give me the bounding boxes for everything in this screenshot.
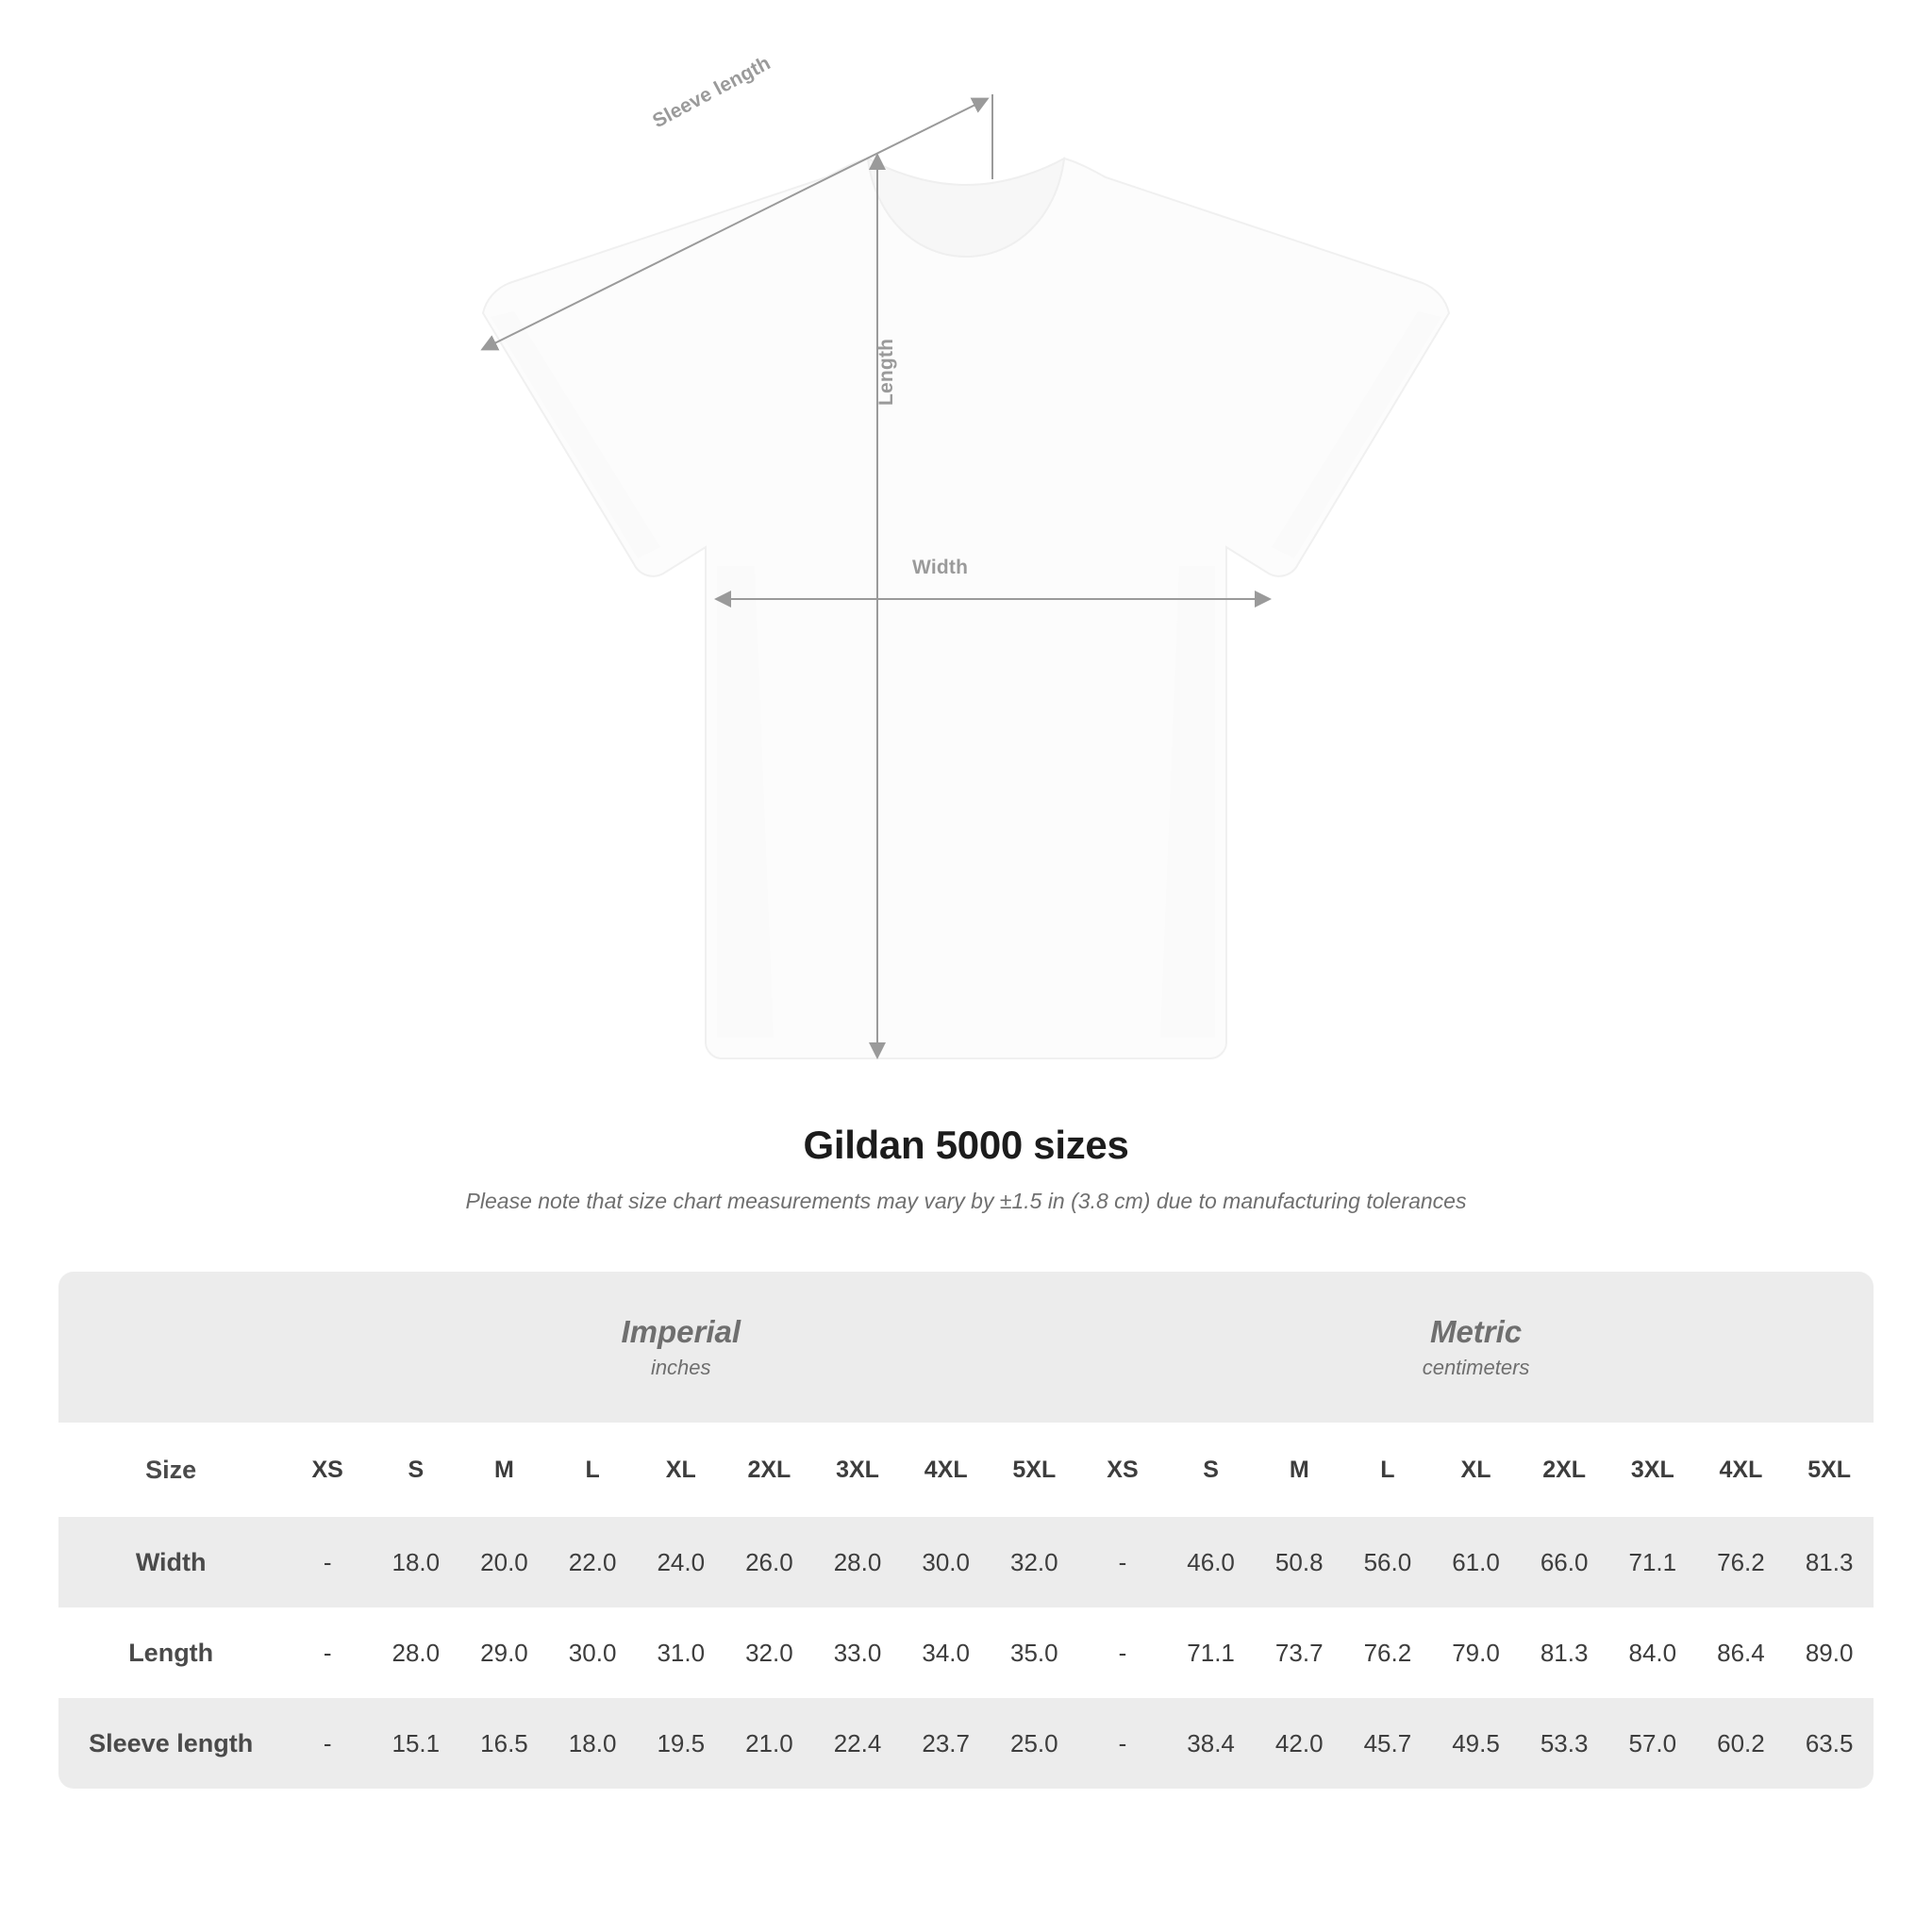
- cell-length-imperial-4xl: 34.0: [902, 1607, 991, 1698]
- cell-length-metric-m: 73.7: [1255, 1607, 1343, 1698]
- cell-width-imperial-2xl: 26.0: [725, 1517, 814, 1607]
- length-label: Length: [875, 338, 897, 406]
- size-header-metric-m: M: [1255, 1423, 1343, 1517]
- cell-length-imperial-xl: 31.0: [637, 1607, 725, 1698]
- cell-length-metric-2xl: 81.3: [1520, 1607, 1608, 1698]
- cell-sleeve-metric-l: 45.7: [1343, 1698, 1432, 1789]
- unit-header-spacer: [58, 1272, 283, 1423]
- cell-width-imperial-s: 18.0: [372, 1517, 460, 1607]
- size-table: [58, 1272, 1874, 1789]
- cell-width-metric-xs: -: [1078, 1517, 1167, 1607]
- cell-sleeve-imperial-3xl: 22.4: [813, 1698, 902, 1789]
- table-row: [58, 1517, 1874, 1607]
- cell-width-metric-2xl: 66.0: [1520, 1517, 1608, 1607]
- cell-length-metric-s: 71.1: [1167, 1607, 1256, 1698]
- unit-name-imperial: Imperial: [621, 1314, 741, 1350]
- cell-width-metric-3xl: 71.1: [1608, 1517, 1697, 1607]
- cell-width-metric-l: 56.0: [1343, 1517, 1432, 1607]
- cell-sleeve-imperial-m: 16.5: [460, 1698, 549, 1789]
- cell-width-imperial-4xl: 30.0: [902, 1517, 991, 1607]
- cell-sleeve-imperial-4xl: 23.7: [902, 1698, 991, 1789]
- cell-length-imperial-3xl: 33.0: [813, 1607, 902, 1698]
- row-label-sleeve-length: Sleeve length: [58, 1698, 283, 1789]
- size-header-imperial-5xl: 5XL: [990, 1423, 1078, 1517]
- unit-sub-imperial: inches: [650, 1355, 711, 1379]
- sleeve-length-label: Sleeve length: [649, 52, 774, 133]
- cell-width-metric-m: 50.8: [1255, 1517, 1343, 1607]
- size-header-row: [58, 1423, 1874, 1517]
- cell-width-imperial-l: 22.0: [548, 1517, 637, 1607]
- cell-width-metric-5xl: 81.3: [1785, 1517, 1874, 1607]
- size-header-imperial-xs: XS: [283, 1423, 372, 1517]
- cell-length-metric-3xl: 84.0: [1608, 1607, 1697, 1698]
- cell-length-imperial-m: 29.0: [460, 1607, 549, 1698]
- cell-length-metric-l: 76.2: [1343, 1607, 1432, 1698]
- unit-header-row: [58, 1272, 1874, 1423]
- cell-length-metric-4xl: 86.4: [1697, 1607, 1786, 1698]
- size-header-imperial-xl: XL: [637, 1423, 725, 1517]
- cell-width-metric-4xl: 76.2: [1697, 1517, 1786, 1607]
- tolerance-note: Please note that size chart measurements may vary by ±1.5 in (3.8 cm) due to manufacturing tolerances: [465, 1189, 1467, 1213]
- cell-width-metric-xl: 61.0: [1432, 1517, 1521, 1607]
- size-header-imperial-2xl: 2XL: [725, 1423, 814, 1517]
- cell-sleeve-metric-xs: -: [1078, 1698, 1167, 1789]
- cell-sleeve-metric-3xl: 57.0: [1608, 1698, 1697, 1789]
- table-row: [58, 1698, 1874, 1789]
- cell-sleeve-imperial-xl: 19.5: [637, 1698, 725, 1789]
- cell-sleeve-imperial-5xl: 25.0: [990, 1698, 1078, 1789]
- row-label-length: Length: [58, 1607, 283, 1698]
- cell-length-imperial-xs: -: [283, 1607, 372, 1698]
- cell-sleeve-metric-4xl: 60.2: [1697, 1698, 1786, 1789]
- cell-length-imperial-l: 30.0: [548, 1607, 637, 1698]
- size-header-metric-xl: XL: [1432, 1423, 1521, 1517]
- size-header-label: Size: [58, 1423, 283, 1517]
- cell-length-metric-xl: 79.0: [1432, 1607, 1521, 1698]
- size-header-imperial-3xl: 3XL: [813, 1423, 902, 1517]
- size-header-metric-l: L: [1343, 1423, 1432, 1517]
- cell-sleeve-imperial-l: 18.0: [548, 1698, 637, 1789]
- heading-block: [0, 1123, 1932, 1214]
- size-header-metric-5xl: 5XL: [1785, 1423, 1874, 1517]
- width-label: Width: [912, 557, 969, 578]
- size-header-metric-s: S: [1167, 1423, 1256, 1517]
- table-row: [58, 1607, 1874, 1698]
- size-header-imperial-4xl: 4XL: [902, 1423, 991, 1517]
- size-header-metric-3xl: 3XL: [1608, 1423, 1697, 1517]
- cell-length-imperial-s: 28.0: [372, 1607, 460, 1698]
- unit-sub-metric: centimeters: [1422, 1355, 1530, 1379]
- cell-sleeve-metric-s: 38.4: [1167, 1698, 1256, 1789]
- unit-name-metric: Metric: [1429, 1314, 1523, 1350]
- unit-header-metric: [1078, 1272, 1874, 1423]
- unit-header-imperial: [283, 1272, 1078, 1423]
- cell-sleeve-imperial-xs: -: [283, 1698, 372, 1789]
- tshirt-shape: [483, 158, 1449, 1058]
- cell-sleeve-metric-xl: 49.5: [1432, 1698, 1521, 1789]
- cell-sleeve-imperial-2xl: 21.0: [725, 1698, 814, 1789]
- cell-length-imperial-5xl: 35.0: [990, 1607, 1078, 1698]
- cell-length-metric-5xl: 89.0: [1785, 1607, 1874, 1698]
- size-header-metric-2xl: 2XL: [1520, 1423, 1608, 1517]
- cell-width-imperial-m: 20.0: [460, 1517, 549, 1607]
- size-header-imperial-m: M: [460, 1423, 549, 1517]
- size-header-metric-xs: XS: [1078, 1423, 1167, 1517]
- cell-sleeve-metric-m: 42.0: [1255, 1698, 1343, 1789]
- cell-width-imperial-xl: 24.0: [637, 1517, 725, 1607]
- cell-sleeve-imperial-s: 15.1: [372, 1698, 460, 1789]
- cell-sleeve-metric-5xl: 63.5: [1785, 1698, 1874, 1789]
- size-header-imperial-l: L: [548, 1423, 637, 1517]
- cell-width-imperial-3xl: 28.0: [813, 1517, 902, 1607]
- size-table-wrapper: [58, 1272, 1874, 1789]
- page-title: Gildan 5000 sizes: [803, 1123, 1129, 1167]
- cell-width-metric-s: 46.0: [1167, 1517, 1256, 1607]
- size-header-imperial-s: S: [372, 1423, 460, 1517]
- row-label-width: Width: [58, 1517, 283, 1607]
- cell-width-imperial-xs: -: [283, 1517, 372, 1607]
- size-header-metric-4xl: 4XL: [1697, 1423, 1786, 1517]
- cell-length-imperial-2xl: 32.0: [725, 1607, 814, 1698]
- cell-sleeve-metric-2xl: 53.3: [1520, 1698, 1608, 1789]
- cell-length-metric-xs: -: [1078, 1607, 1167, 1698]
- cell-width-imperial-5xl: 32.0: [990, 1517, 1078, 1607]
